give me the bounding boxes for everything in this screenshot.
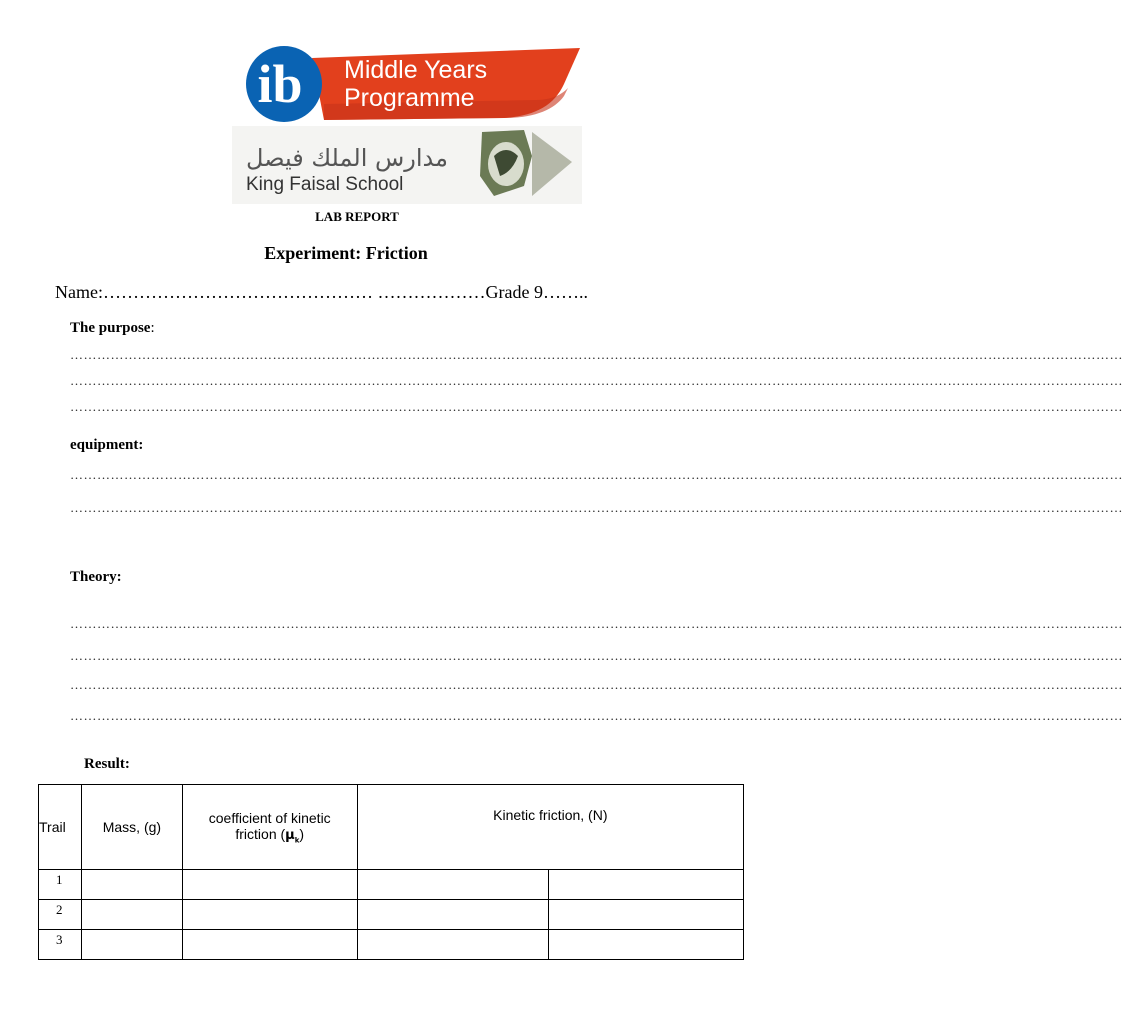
coefficient-cell[interactable] xyxy=(182,900,357,930)
result-table xyxy=(38,784,744,960)
theory-line-2: ……………………………………………………………………………………………………………………………………………………………………………………………………………… xyxy=(70,648,1123,663)
purpose-line-3: ……………………………………………………………………………………………………………………………………………………………………………………………………………… xyxy=(70,399,1123,414)
mass-cell[interactable] xyxy=(81,900,182,930)
mass-cell[interactable] xyxy=(81,870,182,900)
friction-cell-a[interactable] xyxy=(357,900,549,930)
purpose-label: The purpose: xyxy=(70,320,155,336)
equipment-line-2: ……………………………………………………………………………………………………………………………………………………………………………………………………………… xyxy=(70,500,1123,515)
purpose-line-2: ……………………………………………………………………………………………………………………………………………………………………………………………………………… xyxy=(70,373,1123,388)
equipment-line-1: ……………………………………………………………………………………………………………………………………………………………………………………………………………… xyxy=(70,467,1123,482)
equipment-label: equipment: xyxy=(70,437,144,453)
ib-letters: ib xyxy=(257,54,303,114)
friction-cell-b[interactable] xyxy=(549,870,744,900)
mass-cell[interactable] xyxy=(81,930,182,960)
trail-cell: 3 xyxy=(39,930,82,960)
theory-label: Theory: xyxy=(70,569,122,585)
header-trail: Trail xyxy=(39,785,82,870)
table-header-row xyxy=(39,785,744,870)
trail-cell: 1 xyxy=(39,870,82,900)
friction-cell-b[interactable] xyxy=(549,930,744,960)
king-faisal-school-logo xyxy=(232,126,582,204)
friction-cell-a[interactable] xyxy=(357,870,549,900)
header-mass: Mass, (g) xyxy=(81,785,182,870)
friction-cell-a[interactable] xyxy=(357,930,549,960)
name-grade-line: Name:……………………………………… ………………Grade 9…….. xyxy=(55,282,588,302)
ib-line1: Middle Years xyxy=(344,56,488,84)
table-row xyxy=(39,900,744,930)
ib-line2: Programme xyxy=(344,84,475,112)
result-label: Result: xyxy=(84,756,130,772)
experiment-title: Experiment: Friction xyxy=(264,243,428,263)
coefficient-cell[interactable] xyxy=(182,930,357,960)
coefficient-cell[interactable] xyxy=(182,870,357,900)
table-row xyxy=(39,870,744,900)
theory-line-1: ……………………………………………………………………………………………………………………………………………………………………………………………………………… xyxy=(70,616,1123,631)
ib-mvp-logo xyxy=(234,44,580,122)
theory-line-4: ……………………………………………………………………………………………………………………………………………………………………………………………………………… xyxy=(70,708,1123,723)
friction-cell-b[interactable] xyxy=(549,900,744,930)
school-english-name: King Faisal School xyxy=(246,174,404,195)
mu-symbol: $\mu_k$ xyxy=(285,827,300,845)
lab-report-heading: LAB REPORT xyxy=(315,209,399,224)
header-coefficient: coefficient of kinetic friction $(\mu_k)$ xyxy=(182,785,357,870)
table-row xyxy=(39,930,744,960)
purpose-line-1: ……………………………………………………………………………………………………………………………………………………………………………………………………………… xyxy=(70,347,1123,362)
header-kinetic-friction: Kinetic friction, (N) xyxy=(357,785,743,870)
school-arabic-name: مدارس الملك فيصل xyxy=(246,144,448,172)
trail-cell: 2 xyxy=(39,900,82,930)
theory-line-3: ……………………………………………………………………………………………………………………………………………………………………………………………………………… xyxy=(70,677,1123,692)
